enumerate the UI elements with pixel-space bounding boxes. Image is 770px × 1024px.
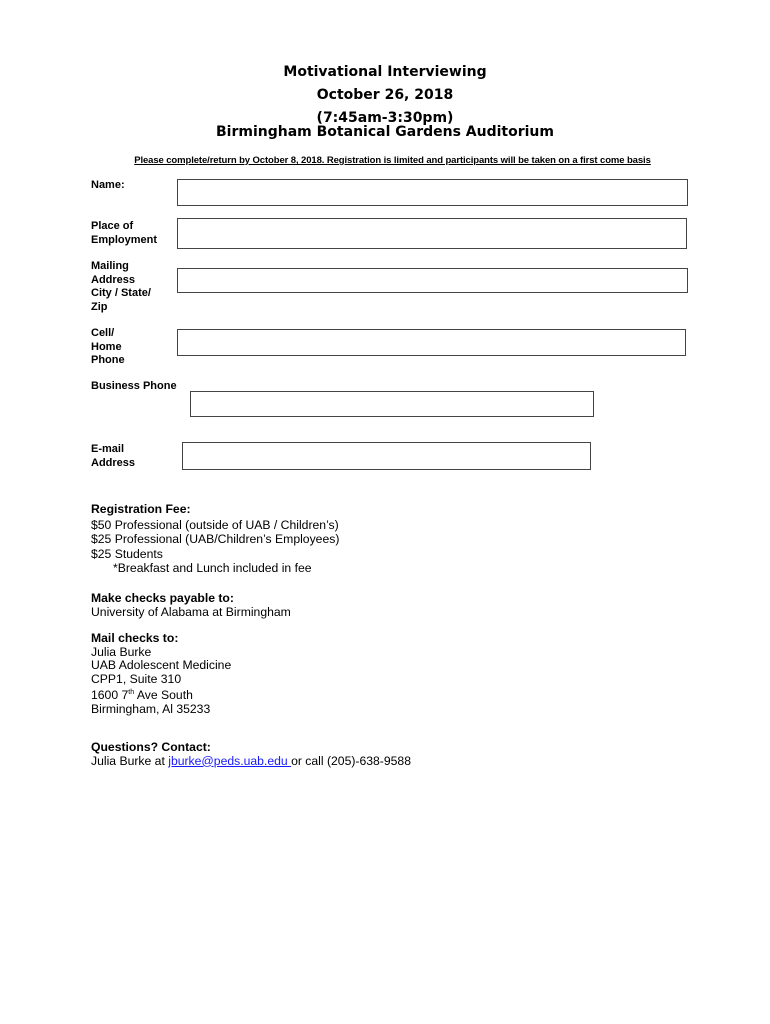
- payable-section: [91, 592, 291, 619]
- email-label: [91, 443, 135, 470]
- phone-field[interactable]: [177, 329, 686, 356]
- event-time: (7:45am-3:30pm): [316, 110, 454, 126]
- mailing-label-line: Mailing: [91, 260, 129, 272]
- fee-item: $25 Students: [91, 546, 163, 561]
- fee-item: $25 Professional (UAB/Children’s Employees): [91, 532, 340, 547]
- mail-to-line: UAB Adolescent Medicine: [91, 658, 232, 673]
- questions-section: [91, 741, 411, 768]
- street-number: 1600 7: [91, 688, 129, 703]
- questions-pre: Julia Burke at: [91, 753, 169, 768]
- business-phone-field[interactable]: [190, 391, 594, 417]
- phone-label-line: Cell/: [91, 327, 115, 339]
- mail-to-line: Julia Burke: [91, 644, 152, 659]
- event-date: October 26, 2018: [316, 87, 454, 103]
- event-venue: Birmingham Botanical Gardens Auditorium: [216, 124, 554, 140]
- employment-label-line: Employment: [91, 233, 158, 246]
- street-suffix: th: [128, 689, 135, 697]
- mail-to-street: [91, 686, 231, 703]
- name-field[interactable]: [177, 179, 688, 206]
- questions-line: [91, 755, 411, 769]
- mail-to-city: Birmingham, Al 35233: [91, 702, 211, 717]
- mailing-label-line: Address: [91, 273, 136, 286]
- questions-post: or call (205)-638-9588: [291, 753, 411, 768]
- email-label-line: E-mail: [91, 443, 125, 455]
- contact-email-link[interactable]: jburke@peds.uab.edu: [168, 753, 292, 768]
- business-phone-label: Business Phone: [91, 380, 177, 392]
- mailing-address-field[interactable]: [177, 268, 688, 293]
- mail-to-line: CPP1, Suite 310: [91, 671, 182, 686]
- mailing-label-line: Zip: [91, 300, 108, 313]
- fee-heading: Registration Fee:: [91, 502, 191, 516]
- event-title: Motivational Interviewing: [283, 64, 487, 80]
- employment-label-line: Place of: [91, 220, 134, 232]
- fee-section: [91, 503, 339, 576]
- questions-heading: Questions? Contact:: [91, 740, 211, 754]
- mail-to-section: [91, 632, 231, 717]
- payable-value: University of Alabama at Birmingham: [91, 604, 291, 619]
- mailing-label-line: City / State/: [91, 287, 151, 299]
- street-name: Ave South: [134, 688, 193, 703]
- email-label-line: Address: [91, 456, 136, 469]
- fee-note: *Breakfast and Lunch included in fee: [113, 561, 312, 576]
- phone-label-line: Home: [91, 340, 122, 353]
- registration-notice: Please complete/return by October 8, 2018. Registration is limited and participants will be taken on a first come basis: [134, 155, 651, 166]
- payable-heading: Make checks payable to:: [91, 591, 234, 605]
- mail-to-heading: Mail checks to:: [91, 631, 179, 645]
- employment-label: [91, 220, 157, 247]
- phone-label: [91, 327, 125, 368]
- phone-label-line: Phone: [91, 354, 125, 366]
- mailing-label: [91, 260, 151, 314]
- fee-item: $50 Professional (outside of UAB / Children’s): [91, 517, 339, 532]
- name-label: Name:: [91, 179, 125, 191]
- email-field[interactable]: [182, 442, 591, 470]
- employment-field[interactable]: [177, 218, 687, 249]
